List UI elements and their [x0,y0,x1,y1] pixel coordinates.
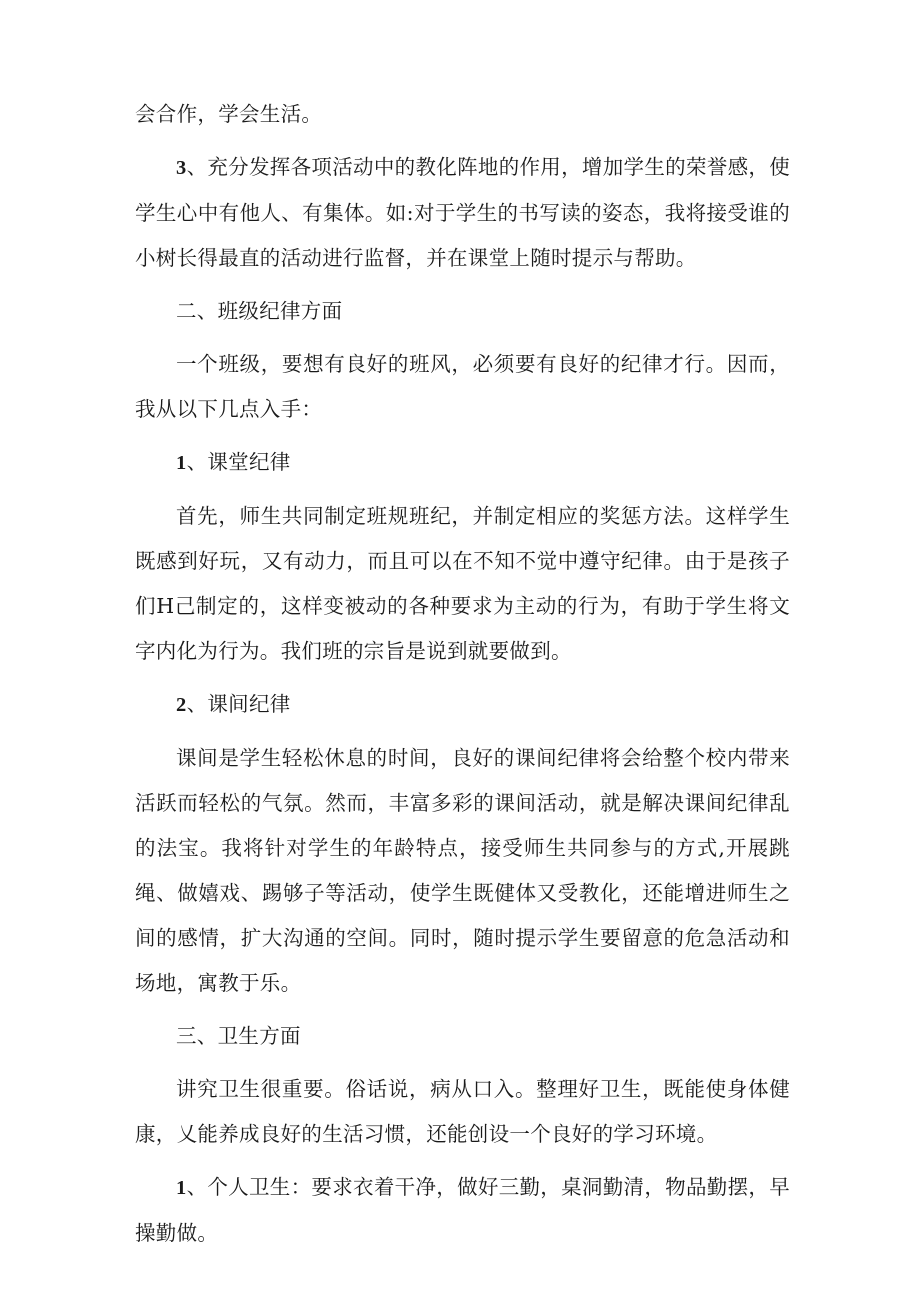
paragraph-personal-hygiene: 1、个人卫生：要求衣着干净，做好三勤，桌洞勤清，物品勤摆，早操勤做。 [135,1175,790,1245]
subheading-break-discipline: 2、课间纪律 [176,692,291,716]
section-heading-discipline: 二、班级纪律方面 [176,299,343,323]
item-number: 1 [176,452,187,474]
item-number: 3 [176,157,187,179]
paragraph-item-3: 3、充分发挥各项活动中的教化阵地的作用，增加学生的荣誉感，使学生心中有他人、有集体。如:对于学生的书写读的姿态，我将接受谁的小树长得最直的活动进行监督，并在课堂上随时提示与帮助。 [135,155,790,270]
item-number: 2 [176,694,187,716]
paragraph-discipline-intro: 一个班级，要想有良好的班风，必须要有良好的纪律才行。因而，我从以下几点入手： [135,352,790,421]
paragraph-break-discipline: 课间是学生轻松休息的时间，良好的课间纪律将会给整个校内带来活跃而轻松的气氛。然而，丰富多彩的课间活动，就是解决课间纪律乱的法宝。我将针对学生的年龄特点，接受师生共同参与的方式,开展跳绳、做嬉戏、踢够子等活动，使学生既健体又受教化，还能增进师生之间的感情，扩大沟通的空间。同时，随时提示学生要留意的危急活动和场地，寓教于乐。 [135,746,790,995]
paragraph-continuation: 会合作，学会生活。 [135,102,323,126]
paragraph-classroom-discipline: 首先，师生共同制定班规班纪，并制定相应的奖惩方法。这样学生既感到好玩，又有动力，而且可以在不知不觉中遵守纪律。由于是孩子们H己制定的，这样变被动的各种要求为主动的行为，有助于学生将文字内化为行为。我们班的宗旨是说到就要做到。 [135,504,790,663]
section-heading-hygiene: 三、卫生方面 [176,1024,301,1048]
subheading-classroom-discipline: 1、课堂纪律 [176,450,291,474]
document-body [135,92,790,1256]
paragraph-hygiene-intro: 讲究卫生很重要。俗话说，病从口入。整理好卫生，既能使身体健康，乂能养成良好的生活习惯，还能创设一个良好的学习环境。 [135,1077,790,1146]
item-number: 1 [176,1177,187,1199]
